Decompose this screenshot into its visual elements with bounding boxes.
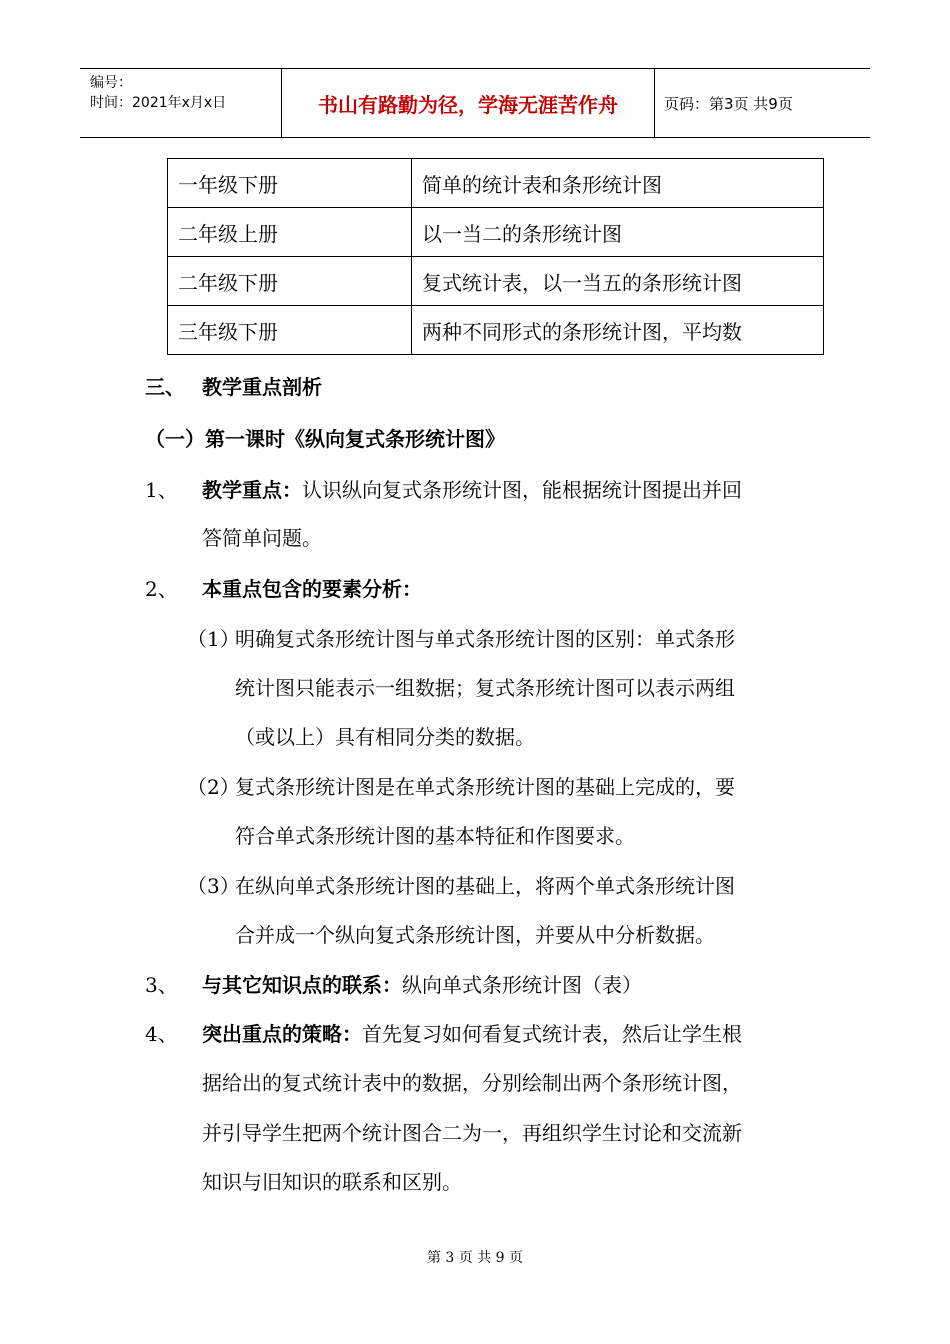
table-cell-grade: 二年级上册 <box>168 208 412 257</box>
table-cell-content: 以一当二的条形统计图 <box>412 208 824 257</box>
table-row <box>168 257 824 306</box>
curriculum-table <box>167 158 824 355</box>
sub-item-1-line-1: 明确复式条形统计图与单式条形统计图的区别：单式条形 <box>235 627 735 651</box>
section-title: 教学重点剖析 <box>202 375 322 399</box>
item-text: 认识纵向复式条形统计图，能根据统计图提出并回 <box>302 478 742 502</box>
sub-item-1-line-2: 统计图只能表示一组数据；复式条形统计图可以表示两组 <box>235 676 735 700</box>
item-number: 4、 <box>145 1022 178 1046</box>
document-number: 编号： <box>90 75 132 91</box>
document-date: 时间：2021年x月x日 <box>90 95 227 111</box>
item-4-line-1 <box>202 1020 742 1048</box>
sub-item-number: （2） <box>187 775 240 799</box>
sub-item-1-line-3: （或以上）具有相同分类的数据。 <box>235 725 535 749</box>
page-footer: 第 3 页 共 9 页 <box>426 1250 524 1266</box>
item-number: 2、 <box>145 577 178 601</box>
lesson-heading: （一）第一课时《纵向复式条形统计图》 <box>145 427 505 451</box>
table-cell-grade: 一年级下册 <box>168 159 412 208</box>
item-number: 1、 <box>145 478 178 502</box>
sub-item-2-line-2: 符合单式条形统计图的基本特征和作图要求。 <box>235 824 635 848</box>
table-cell-grade: 三年级下册 <box>168 306 412 355</box>
sub-item-number: （3） <box>187 874 240 898</box>
sub-item-3-line-2: 合并成一个纵向复式条形统计图，并要从中分析数据。 <box>235 923 715 947</box>
item-number: 3、 <box>145 973 178 997</box>
table-row <box>168 159 824 208</box>
sub-item-2-line-1: 复式条形统计图是在单式条形统计图的基础上完成的，要 <box>235 775 735 799</box>
item-text: 首先复习如何看复式统计表，然后让学生根 <box>362 1022 742 1046</box>
item-4-line-4: 知识与旧知识的联系和区别。 <box>202 1170 462 1194</box>
item-text: 纵向单式条形统计图（表） <box>402 973 642 997</box>
sub-item-3-line-1: 在纵向单式条形统计图的基础上，将两个单式条形统计图 <box>235 874 735 898</box>
header-page-info: 页码：第3页 共9页 <box>664 94 793 113</box>
header-meta <box>80 69 282 137</box>
sub-item-number: （1） <box>187 627 240 651</box>
table-row <box>168 306 824 355</box>
item-4-line-2: 据给出的复式统计表中的数据，分别绘制出两个条形统计图， <box>202 1071 742 1095</box>
item-4-line-3: 并引导学生把两个统计图合二为一，再组织学生讨论和交流新 <box>202 1121 742 1145</box>
table-cell-content: 简单的统计表和条形统计图 <box>412 159 824 208</box>
item-3-line-1 <box>202 971 642 999</box>
item-label: 教学重点： <box>202 478 302 502</box>
item-1-line-2: 答简单问题。 <box>202 526 322 550</box>
item-1-line-1 <box>202 476 742 504</box>
item-label: 与其它知识点的联系： <box>202 973 402 997</box>
table-cell-grade: 二年级下册 <box>168 257 412 306</box>
table-row <box>168 208 824 257</box>
header-motto: 书山有路勤为径，学海无涯苦作舟 <box>282 69 655 137</box>
item-label: 突出重点的策略： <box>202 1022 362 1046</box>
table-cell-content: 两种不同形式的条形统计图，平均数 <box>412 306 824 355</box>
item-2-label: 本重点包含的要素分析： <box>202 577 422 601</box>
page-header <box>80 68 870 138</box>
section-number: 三、 <box>145 375 185 399</box>
table-cell-content: 复式统计表，以一当五的条形统计图 <box>412 257 824 306</box>
